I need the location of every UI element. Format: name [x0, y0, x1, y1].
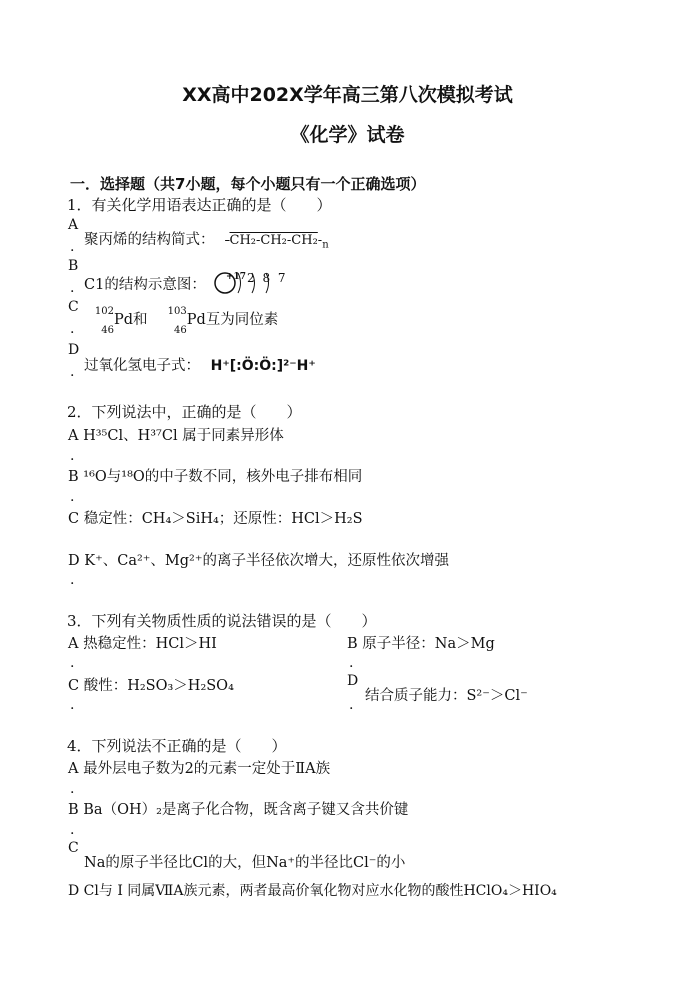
option-b-label: B: [68, 258, 79, 274]
question-1-stem: 1．有关化学用语表达正确的是（ ）: [67, 196, 332, 214]
option-dot: .: [70, 822, 75, 838]
question-4-stem: 4．下列说法不正确的是（ ）: [67, 737, 287, 755]
question-3-stem: 3．下列有关物质性质的说法错误的是（ ）: [67, 612, 377, 630]
nuclide-pd-103: 103 46: [167, 306, 187, 336]
q4-option-d: D Cl与 I 同属ⅦA族元素，两者最高价氧化物对应水化物的酸性HClO₄＞HIO₄: [68, 883, 557, 899]
peroxide-electron-formula: H⁺[:Ö:Ö:]²⁻H⁺: [210, 358, 316, 374]
exam-subtitle: 《化学》试卷: [290, 124, 405, 146]
option-d-text: [84, 354, 316, 375]
q2-option-b: B ¹⁶O与¹⁸O的中子数不同，核外电子排布相同: [68, 469, 363, 485]
option-d-label-text: 过氧化氢电子式：: [84, 358, 200, 374]
atom-nucleus-charge: +17: [226, 272, 247, 282]
option-c-label: C: [68, 299, 79, 315]
option-dot: .: [70, 489, 75, 505]
q2-option-a: A H³⁵Cl、H³⁷Cl 属于同素异形体: [68, 428, 284, 444]
atom-shell-electrons: 2 8 7: [247, 271, 288, 285]
exam-title: XX高中202X学年高三第八次模拟考试: [182, 84, 513, 106]
option-dot: .: [349, 697, 354, 713]
question-2-stem: 2．下列说法中，正确的是（ ）: [67, 403, 302, 421]
q3-option-d-label: D: [347, 673, 359, 689]
section-heading: 一．选择题（共7小题，每个小题只有一个正确选项）: [70, 175, 426, 193]
option-b-label-text: C1的结构示意图：: [84, 277, 206, 293]
q3-option-c: C 酸性：H₂SO₃＞H₂SO₄: [68, 678, 234, 694]
q3-option-d-text: 结合质子能力：S²⁻＞Cl⁻: [365, 688, 528, 704]
q4-option-b: B Ba（OH）₂是离子化合物，既含离子键又含共价键: [68, 802, 409, 818]
option-dot: .: [70, 697, 75, 713]
option-a-label-text: 聚丙烯的结构简式：: [84, 232, 215, 248]
option-dot: .: [70, 364, 75, 380]
option-dot: .: [70, 239, 75, 255]
option-dot: .: [70, 321, 75, 337]
q2-option-d: D K⁺、Ca²⁺、Mg²⁺的离子半径依次增大，还原性依次增强: [68, 553, 450, 569]
option-dot: .: [70, 572, 75, 588]
option-a-label: A: [68, 217, 79, 233]
option-a-text: [84, 228, 329, 249]
q2-option-c: C 稳定性：CH₄＞SiH₄；还原性：HCl＞H₂S: [68, 511, 363, 527]
option-dot: .: [70, 280, 75, 296]
q4-option-a: A 最外层电子数为2的元素一定处于ⅡA族: [68, 761, 331, 777]
q3-option-b: B 原子半径：Na＞Mg: [347, 636, 495, 652]
q4-option-c-label: C: [68, 840, 79, 856]
option-c-text: 102 46 Pd和 103 46 Pd互为同位素: [94, 306, 279, 336]
option-b-text: [84, 269, 288, 299]
option-dot: .: [70, 655, 75, 671]
option-d-label: D: [68, 342, 80, 358]
nuclide-pd-102: 102 46: [94, 306, 114, 336]
q4-option-c-text: Na的原子半径比Cl的大，但Na⁺的半径比Cl⁻的小: [84, 855, 406, 871]
option-dot: .: [349, 655, 354, 671]
option-dot: .: [70, 781, 75, 797]
option-dot: .: [70, 448, 75, 464]
q3-option-a: A 热稳定性：HCl＞HI: [68, 636, 217, 652]
polypropylene-formula: $-CH_2-CH_2-CH_2-_n$: [225, 233, 329, 251]
